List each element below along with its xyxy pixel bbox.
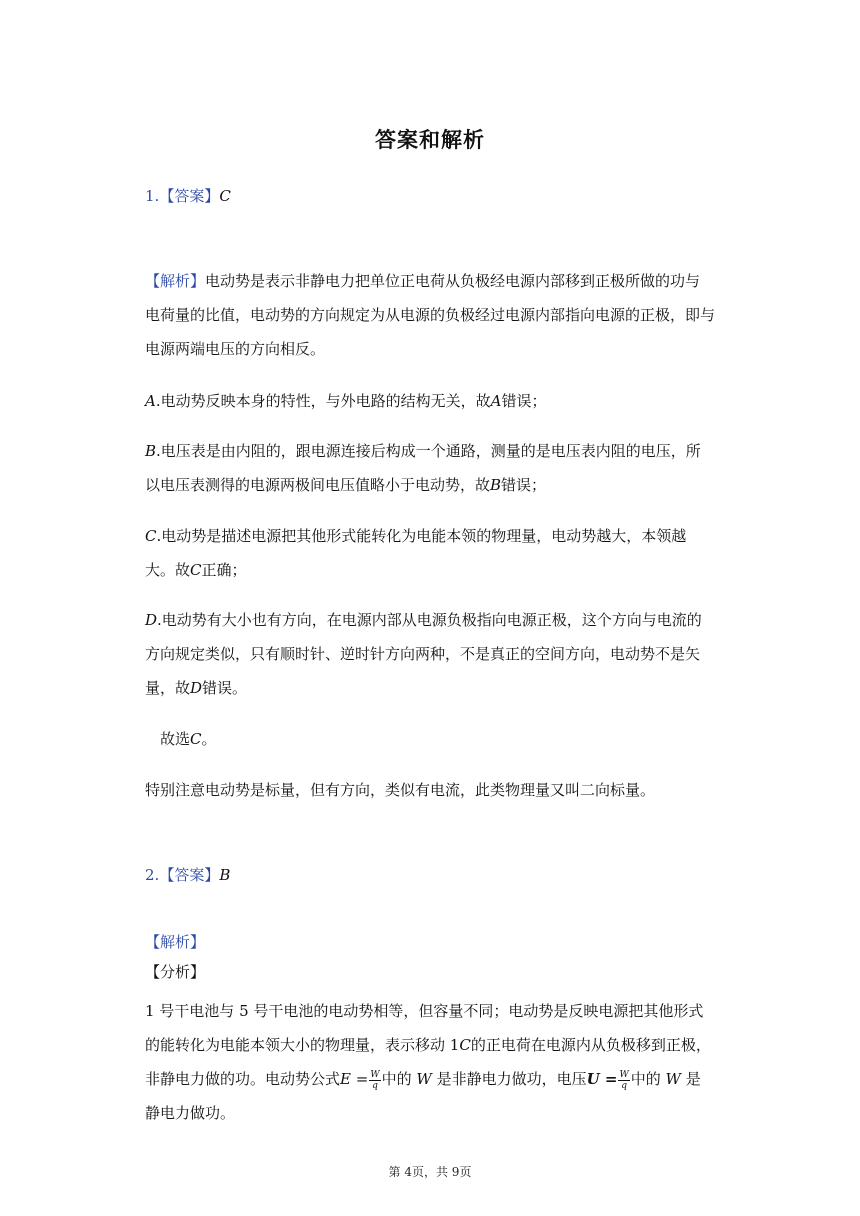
q1-option-a (145, 384, 715, 418)
option-text: .电动势有大小也有方向，在电源内部从电源负极指向电源正极，这个方向与电流的方向规定类似，只有顺时针、逆时针方向两种，不是真正的空间方向，电动势不是矢量，故 (145, 611, 702, 697)
q1-option-b (145, 434, 715, 502)
q2-sub-tag: 【分析】 (145, 963, 206, 981)
q2-analysis-tag (145, 925, 715, 959)
q2-body (145, 994, 715, 1130)
option-tail: 正确； (201, 561, 247, 579)
option-letter: B (145, 442, 157, 460)
q1-number: 1. (145, 187, 160, 205)
q2-text-3: 中的 (381, 1070, 412, 1088)
option-tail: 错误。 (202, 679, 248, 697)
q2-text-4: 是非静电力做功，电压 (436, 1070, 587, 1088)
option-text: .电压表是由内阻的，跟电源连接后构成一个通路，测量的是电压表内阻的电压，所以电压表测得的电源两极间电压值略小于电动势，故 (145, 442, 701, 494)
choose-suffix: 。 (201, 730, 217, 748)
q1-answer-tag: 【答案】 (159, 187, 220, 205)
frac-num: W (619, 1069, 629, 1080)
option-tail: 错误； (501, 476, 547, 494)
q1-analysis-tag: 【解析】 (145, 272, 206, 290)
choose-prefix: 故选 (160, 730, 191, 748)
q2-answer-tag: 【答案】 (159, 866, 220, 884)
q1-note: 特别注意电动势是标量，但有方向，类似有电流，此类物理量又叫二向标量。 (145, 781, 656, 799)
q2-text-5: 中的 (630, 1070, 661, 1088)
fraction-w-over-q-2 (618, 1070, 629, 1091)
q2-text-1: 1 号干电池与 5 号干电池的电动势相等，但容量不同；电动势是反映电源把其他形式的能转化为电能本领大小的物理量，表示移动 1 (145, 1002, 704, 1054)
eq1-lhs: E = (340, 1070, 369, 1088)
q1-answer-value: C (219, 187, 231, 205)
frac-num: W (370, 1069, 380, 1080)
fraction-w-over-q (369, 1070, 380, 1091)
choose-value: C (190, 730, 202, 748)
q1-choose (160, 722, 730, 756)
q1-analysis-text: 电动势是表示非静电力把单位正电荷从负极经电源内部移到正极所做的功与电荷量的比值，电动势的方向规定为从电源的负极经过电源内部指向电源的正极，即与电源两端电压的方向相反。 (145, 272, 716, 358)
option-text: .电动势反映本身的特性，与外电路的结构无关，故 (155, 392, 491, 410)
q1-answer-line (145, 179, 715, 213)
option-letter: D (145, 611, 158, 629)
unit-c: C (459, 1036, 471, 1054)
page-footer: 第 4页，共 9页 (388, 1165, 472, 1179)
option-letter: C (145, 527, 157, 545)
w-symbol: W (665, 1070, 681, 1088)
q2-text-2: 的正电荷在电源内从负极移到正极，非静电力做的功。电动势公式 (145, 1036, 711, 1088)
w-symbol: W (416, 1070, 432, 1088)
q2-answer-value: B (219, 866, 231, 884)
eq2-lhs: U = (586, 1070, 618, 1088)
option-ref: A (490, 392, 502, 410)
q2-text-6: 是静电力做功。 (145, 1070, 701, 1122)
option-text: .电动势是描述电源把其他形式能转化为电能本领的物理量，电动势越大，本领越大。故 (145, 527, 687, 579)
frac-den: q (372, 1080, 378, 1091)
option-tail: 错误； (501, 392, 547, 410)
option-ref: B (490, 476, 502, 494)
option-letter: A (145, 392, 156, 410)
frac-den: q (621, 1080, 627, 1091)
q1-analysis (145, 264, 715, 366)
q2-number: 2. (145, 866, 160, 884)
page-title: 答案和解析 (375, 128, 485, 152)
q2-answer-line (145, 858, 715, 892)
option-ref: C (190, 561, 202, 579)
option-ref: D (190, 679, 203, 697)
q1-option-c (145, 519, 715, 587)
q1-option-d (145, 603, 715, 705)
analysis-tag: 【解析】 (145, 933, 206, 951)
